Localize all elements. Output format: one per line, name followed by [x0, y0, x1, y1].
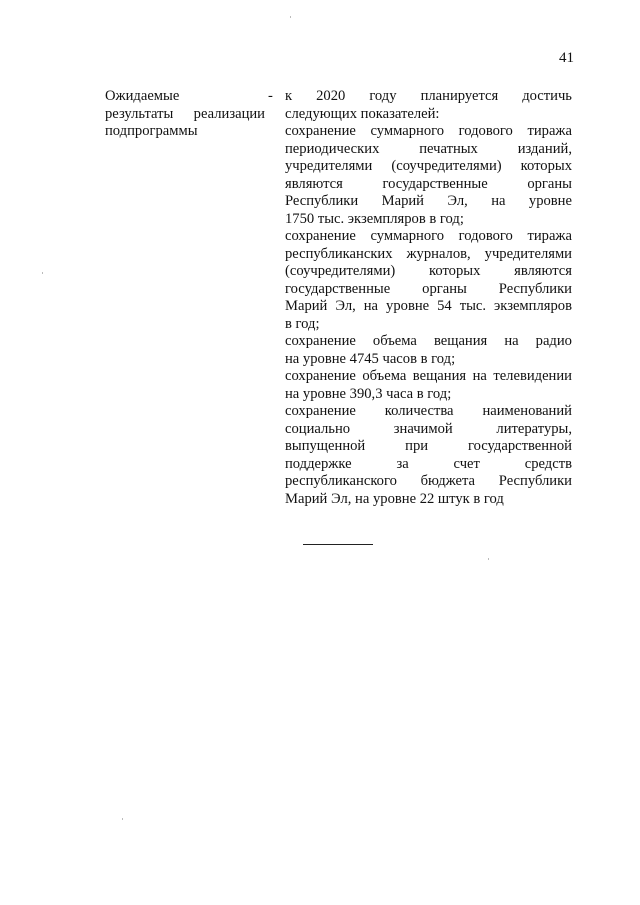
- text-word: сохранение: [285, 403, 356, 419]
- text-word: сохранение: [285, 333, 356, 349]
- text-line: [285, 456, 572, 474]
- text-word: сохранение: [285, 228, 356, 244]
- section-label-line: Ожидаемые: [105, 88, 180, 104]
- text-word: на: [491, 193, 506, 209]
- text-word: уровне: [528, 193, 572, 209]
- text-word: экземпляров: [494, 298, 572, 314]
- text-word: при: [405, 438, 429, 454]
- text-word: в год;: [285, 315, 320, 332]
- text-word: (соучредителями): [285, 263, 396, 279]
- text-word: органы: [527, 175, 572, 192]
- text-word: 1750 тыс. экземпляров в год;: [285, 210, 464, 227]
- text-word: Республики: [498, 473, 572, 489]
- text-word: 2020: [316, 88, 346, 104]
- text-word: социально: [285, 420, 351, 437]
- text-word: являются: [514, 263, 572, 279]
- scan-speck: [122, 818, 123, 820]
- text-word: государственные: [382, 175, 488, 192]
- text-word: Республики: [285, 193, 359, 209]
- text-word: наименований: [482, 403, 572, 419]
- text-word: печатных: [419, 140, 478, 157]
- text-line: [285, 473, 572, 491]
- text-word: Марий: [285, 298, 328, 314]
- text-word: году: [369, 88, 397, 104]
- text-word: периодических: [285, 140, 380, 157]
- text-word: планируется: [420, 88, 499, 104]
- text-word: на: [504, 333, 519, 349]
- text-word: 54: [437, 298, 452, 314]
- text-line: [285, 158, 572, 176]
- text-line: [285, 263, 572, 281]
- text-line: [285, 211, 572, 229]
- text-word: республиканского: [285, 473, 397, 489]
- text-word: вещания: [433, 333, 488, 349]
- text-word: сохранение: [285, 123, 356, 139]
- text-line: [285, 193, 572, 211]
- text-word: количества: [384, 403, 454, 419]
- text-word: тыс.: [459, 298, 487, 314]
- text-line: [285, 351, 572, 369]
- text-word: суммарного: [370, 228, 445, 244]
- text-word: учредителями: [285, 158, 373, 174]
- text-line: [285, 228, 572, 246]
- text-word: на уровне 390,3 часа в год;: [285, 385, 452, 402]
- section-label: [105, 88, 265, 141]
- text-word: Республики: [498, 280, 572, 297]
- text-word: к: [285, 88, 293, 104]
- text-word: которых: [520, 158, 572, 174]
- text-line: [285, 368, 572, 386]
- text-word: на: [472, 368, 487, 384]
- text-line: [285, 386, 572, 404]
- text-word: счет: [453, 455, 480, 472]
- text-word: радио: [535, 333, 572, 349]
- text-word: вещания: [412, 368, 467, 384]
- text-word: средств: [524, 455, 572, 472]
- text-word: годового: [458, 123, 513, 139]
- text-word: тиража: [527, 123, 572, 139]
- scan-speck: [42, 272, 43, 274]
- text-word: республиканских: [285, 245, 393, 262]
- scan-speck: [488, 558, 489, 560]
- text-line: [285, 141, 572, 159]
- text-word: поддержке: [285, 455, 352, 472]
- text-word: годового: [458, 228, 513, 244]
- end-of-section-rule: [303, 544, 373, 545]
- section-label-line: [105, 106, 265, 124]
- text-word: объема: [362, 368, 407, 384]
- section-label-word: результаты: [105, 105, 174, 122]
- text-word: учредителями: [484, 245, 572, 262]
- text-line: [285, 438, 572, 456]
- text-word: органы: [422, 280, 467, 297]
- text-word: (соучредителями): [391, 158, 502, 174]
- text-line: [285, 88, 572, 106]
- text-word: государственные: [285, 280, 391, 297]
- text-line: [285, 281, 572, 299]
- text-word: суммарного: [370, 123, 445, 139]
- text-word: журналов,: [406, 245, 471, 262]
- text-line: [285, 421, 572, 439]
- section-label-word: реализации: [193, 105, 265, 122]
- text-word: следующих показателей:: [285, 105, 440, 122]
- text-word: уровне: [386, 298, 430, 314]
- text-word: Марий: [381, 193, 424, 209]
- text-word: значимой: [393, 420, 453, 437]
- text-word: изданий,: [517, 140, 572, 157]
- text-line: [285, 316, 572, 334]
- text-word: на: [363, 298, 379, 314]
- text-word: Эл,: [447, 193, 468, 209]
- text-line: [285, 298, 572, 316]
- text-line: [285, 123, 572, 141]
- text-line: [285, 491, 572, 509]
- text-line: [285, 246, 572, 264]
- text-line: [285, 403, 572, 421]
- text-word: литературы,: [496, 420, 572, 437]
- expected-results-text: [285, 88, 572, 508]
- scan-speck: [290, 16, 291, 18]
- text-word: которых: [429, 263, 481, 279]
- text-line: [285, 106, 572, 124]
- section-label-line: подпрограммы: [105, 123, 198, 139]
- text-word: объема: [372, 333, 417, 349]
- text-word: на уровне 4745 часов в год;: [285, 350, 456, 367]
- text-line: [285, 176, 572, 194]
- page-number: 41: [559, 50, 574, 66]
- text-word: тиража: [527, 228, 572, 244]
- text-word: сохранение: [285, 368, 356, 384]
- text-word: выпущенной: [285, 438, 366, 454]
- text-word: Эл,: [335, 298, 356, 314]
- text-word: являются: [285, 175, 343, 192]
- text-word: за: [396, 455, 409, 472]
- text-word: достичь: [522, 88, 572, 104]
- text-word: Марий Эл, на уровне 22 штук в год: [285, 490, 504, 507]
- text-word: бюджета: [420, 473, 476, 489]
- separator-dash: -: [268, 88, 273, 104]
- text-line: [285, 333, 572, 351]
- text-word: государственной: [467, 438, 572, 454]
- text-word: телевидении: [493, 368, 572, 384]
